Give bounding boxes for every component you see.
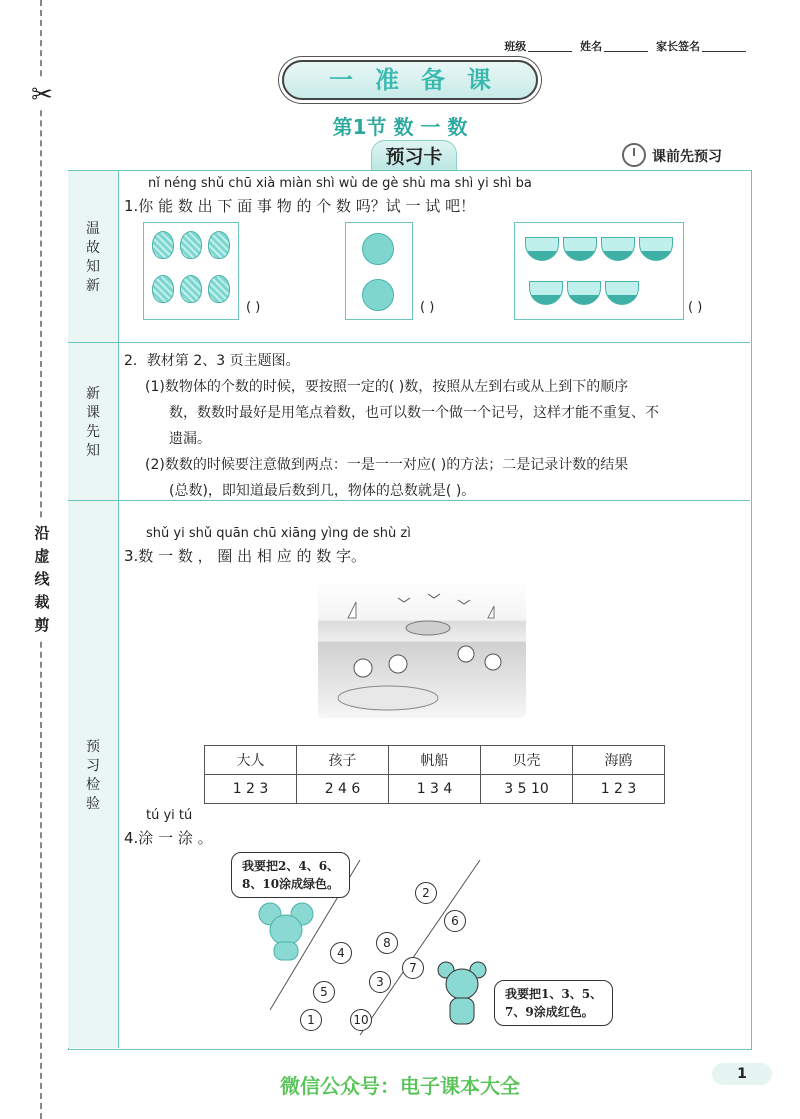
speech-bubble-red: 我要把1、3、5、 7、9涂成红色。	[494, 980, 613, 1026]
apple-icon	[362, 233, 394, 265]
number-circle[interactable]: 6	[444, 910, 466, 932]
q4-pinyin: tú yi tú	[146, 808, 193, 823]
apple-icon	[362, 279, 394, 311]
number-circle[interactable]: 7	[402, 957, 424, 979]
number-circle[interactable]: 5	[313, 981, 335, 1003]
table-option-cell[interactable]: 1 2 3	[205, 775, 297, 804]
seagull-icon	[428, 594, 440, 598]
pineapple-icon	[152, 275, 174, 303]
number-circle[interactable]: 10	[350, 1009, 372, 1031]
seagull-icon	[458, 600, 470, 604]
table-option-row	[205, 775, 665, 804]
class-blank[interactable]	[528, 41, 572, 52]
bear-girl-character-icon	[436, 958, 488, 1028]
child-figure	[458, 646, 474, 662]
child-figure	[354, 659, 372, 677]
q2-part2-line: (2)数数的时候要注意做到两点：一是一一对应( )的方法；二是记录计数的结果	[145, 457, 629, 473]
q3-pinyin: shǔ yi shǔ quān chū xiāng yìng de shù zì	[146, 526, 411, 541]
watermelon-slice-icon	[567, 281, 601, 305]
watermelon-slice-icon	[525, 237, 559, 261]
q2-part1-line: 遗漏。	[169, 431, 211, 447]
apple-picture	[345, 222, 413, 320]
table-header-cell: 海鸥	[573, 746, 665, 775]
watermelon-slice-icon	[639, 237, 673, 261]
newlesson-label: 新课先知	[86, 386, 100, 459]
watermelon-slice-icon	[601, 237, 635, 261]
watermelon-slice-icon	[605, 281, 639, 305]
answer-blank-pineapple[interactable]: ( )	[246, 300, 261, 315]
watermelon-slice-icon	[563, 237, 597, 261]
table-header-cell: 孩子	[297, 746, 389, 775]
label-column	[68, 171, 119, 1048]
table-header-cell: 帆船	[389, 746, 481, 775]
name-blank[interactable]	[604, 41, 648, 52]
class-label: 班级	[504, 40, 527, 53]
mouse-character-icon	[256, 900, 316, 962]
preview-card-tab: 预习卡	[371, 140, 457, 172]
number-circle[interactable]: 8	[376, 932, 398, 954]
pineapple-icon	[180, 275, 202, 303]
child-figure	[389, 655, 407, 673]
speech-bubble-green: 我要把2、4、6、 8、10涂成绿色。	[231, 852, 350, 898]
q2-part1-line: (1)数物体的个数的时候，要按照一定的( )数，按照从左到右或从上到下的顺序	[145, 379, 629, 395]
parent-sign-label: 家长签名	[656, 40, 700, 53]
watermelon-slice-icon	[529, 281, 563, 305]
q3-text: 3.数 一 数 ， 圈 出 相 应 的 数 字。	[124, 547, 366, 565]
q2-part2-line: (总数)，即知道最后数到几，物体的总数就是( )。	[169, 483, 476, 499]
page-number: 1	[712, 1063, 772, 1085]
table-header-cell: 大人	[205, 746, 297, 775]
adults-in-sea	[406, 621, 450, 635]
beach-scene-drawing	[318, 578, 526, 718]
child-figure	[485, 654, 501, 670]
table-header-cell: 贝壳	[481, 746, 573, 775]
answer-blank-apple[interactable]: ( )	[420, 300, 435, 315]
section-title: 第1节 数 一 数	[332, 115, 468, 139]
q1-text: 1.你 能 数 出 下 面 事 物 的 个 数 吗？试 一 试 吧！	[124, 197, 476, 215]
table-option-cell[interactable]: 2 4 6	[297, 775, 389, 804]
table-option-cell[interactable]: 3 5 10	[481, 775, 573, 804]
watermelon-picture	[514, 222, 684, 320]
count-table	[204, 745, 665, 804]
preview-label: 课前先预习	[622, 143, 722, 167]
q2-part1	[145, 374, 745, 504]
sailboat-icon	[348, 602, 356, 618]
footer-watermark: 微信公众号：电子课本大全	[280, 1074, 520, 1098]
name-label: 姓名	[580, 40, 603, 53]
table-option-cell[interactable]: 1 3 4	[389, 775, 481, 804]
number-circle[interactable]: 2	[415, 882, 437, 904]
number-circle[interactable]: 1	[300, 1009, 322, 1031]
student-info	[504, 38, 750, 54]
number-circle[interactable]: 3	[369, 971, 391, 993]
check-label: 预习检验	[86, 739, 100, 812]
answer-blank-watermelon[interactable]: ( )	[688, 300, 703, 315]
chapter-banner	[282, 60, 538, 100]
chapter-title: 一准备课	[329, 65, 513, 94]
pineapple-icon	[152, 231, 174, 259]
table-option-cell[interactable]: 1 2 3	[573, 775, 665, 804]
table-header-row	[205, 746, 665, 775]
seagull-icon	[398, 598, 410, 602]
q2-intro: 2．教材第 2、3 页主题图。	[124, 353, 300, 369]
pineapple-picture	[143, 222, 239, 320]
parent-sign-blank[interactable]	[702, 41, 746, 52]
q4-text: 4.涂 一 涂 。	[124, 829, 213, 847]
pineapple-icon	[208, 231, 230, 259]
count-table-wrapper	[204, 745, 665, 804]
pineapple-icon	[208, 275, 230, 303]
beach-scene-illustration	[318, 578, 526, 718]
pineapple-icon	[180, 231, 202, 259]
q1-pinyin: nǐ néng shǔ chū xià miàn shì wù de gè shù ma shì yi shì ba	[148, 176, 532, 191]
row-divider	[68, 342, 750, 343]
alarm-clock-icon	[622, 143, 646, 167]
number-circle[interactable]: 4	[330, 942, 352, 964]
sailboat-icon	[488, 606, 494, 618]
scissors-icon: ✂	[31, 80, 53, 110]
review-label: 温故知新	[86, 221, 100, 294]
cut-instruction: 沿虚线裁剪	[31, 518, 53, 641]
q2-part1-line: 数，数数时最好是用笔点着数，也可以数一个做一个记号，这样才能不重复、不	[169, 405, 659, 421]
sand-mound	[338, 686, 438, 710]
